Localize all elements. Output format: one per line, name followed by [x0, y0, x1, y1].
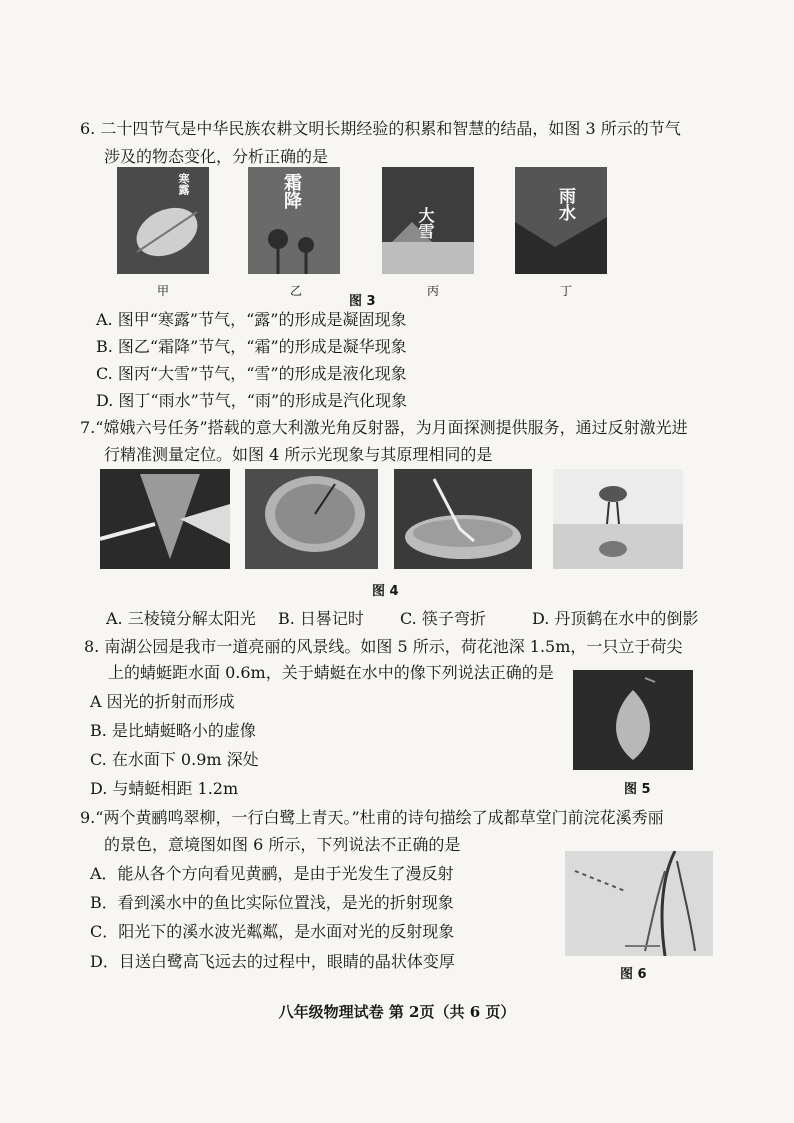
q8-option-c: C. 在水面下 0.9m 深处: [90, 750, 259, 769]
q6-label-yi: 乙: [289, 284, 302, 298]
q6-label-bing: 丙: [426, 284, 439, 298]
q6-option-c: C. 图丙“大雪”节气，“雪”的形成是液化现象: [96, 364, 407, 383]
q7-stem-line1: 7.“嫦娥六号任务”搭载的意大利激光角反射器，为月面探测提供服务，通过反射激光进: [80, 418, 688, 437]
q6-image-ding: [515, 167, 607, 274]
q8-stem-line2: 上的蜻蜓距水面 0.6m，关于蜻蜓在水中的像下列说法正确的是: [108, 663, 554, 682]
q6-image-jia-title: 寒露: [177, 173, 190, 195]
q9-option-c: C．阳光下的溪水波光粼粼，是水面对光的反射现象: [90, 922, 455, 941]
q9-option-b: B．看到溪水中的鱼比实际位置浅，是光的折射现象: [90, 893, 454, 912]
q6-option-a: A. 图甲“寒露”节气，“露”的形成是凝固现象: [96, 310, 407, 329]
q6-image-yi-title: 霜降: [281, 173, 302, 209]
q8-option-d: D. 与蜻蜓相距 1.2m: [90, 779, 239, 798]
q6-figure-label: 图 3: [349, 294, 376, 309]
q7-stem-line2: 行精准测量定位。如图 4 所示光现象与其原理相同的是: [104, 445, 493, 464]
q6-image-yi: [248, 167, 340, 274]
q6-option-b: B. 图乙“霜降”节气，“霜”的形成是凝华现象: [96, 337, 407, 356]
q6-stem-line1: 6. 二十四节气是中华民族农耕文明长期经验的积累和智慧的结晶，如图 3 所示的节气: [80, 119, 681, 138]
q9-stem-line1: 9.“两个黄鹂鸣翠柳，一行白鹭上青天。”杜甫的诗句描绘了成都草堂门前浣花溪秀丽: [80, 808, 664, 827]
q8-figure-label: 图 5: [624, 782, 651, 797]
q7-image-chopsticks: [394, 469, 532, 569]
q6-stem-line2: 涉及的物态变化，分析正确的是: [104, 147, 329, 166]
q9-option-a: A．能从各个方向看见黄鹂，是由于光发生了漫反射: [90, 864, 454, 883]
q7-options: [106, 609, 726, 629]
q7-image-crane: [553, 469, 683, 569]
q6-image-ding-title: 雨水: [555, 187, 575, 221]
q8-image-lotus: [573, 670, 693, 770]
q7-figure-label: 图 4: [372, 584, 399, 599]
q6-image-bing-title: 大雪: [416, 207, 435, 239]
q7-option-b: B. 日晷记时: [278, 609, 364, 628]
q8-option-a: A 因光的折射而形成: [90, 692, 235, 711]
q9-option-d: D．目送白鹭高飞远去的过程中，眼睛的晶状体变厚: [90, 952, 455, 971]
q8-stem-line1: 8. 南湖公园是我市一道亮丽的风景线。如图 5 所示，荷花池深 1.5m，一只立于荷尖: [84, 637, 683, 656]
page-footer: 八年级物理试卷 第 2页（共 6 页）: [278, 1003, 516, 1021]
q9-image-poem-scene: [565, 851, 713, 956]
q7-image-sundial: [245, 469, 378, 569]
q9-figure-label: 图 6: [620, 967, 647, 982]
q7-option-a: A. 三棱镜分解太阳光: [106, 609, 256, 628]
q6-image-jia: [117, 167, 209, 274]
q6-label-ding: 丁: [559, 284, 572, 298]
q9-stem-line2: 的景色，意境图如图 6 所示，下列说法不正确的是: [104, 835, 461, 854]
q6-label-jia: 甲: [156, 284, 169, 298]
q7-option-d: D. 丹顶鹤在水中的倒影: [532, 609, 699, 628]
q7-option-c: C. 筷子弯折: [400, 609, 486, 628]
q6-image-bing: [382, 167, 474, 274]
q6-option-d: D. 图丁“雨水”节气，“雨”的形成是汽化现象: [96, 391, 408, 410]
q8-option-b: B. 是比蜻蜓略小的虚像: [90, 721, 256, 740]
q7-image-prism: [100, 469, 230, 569]
